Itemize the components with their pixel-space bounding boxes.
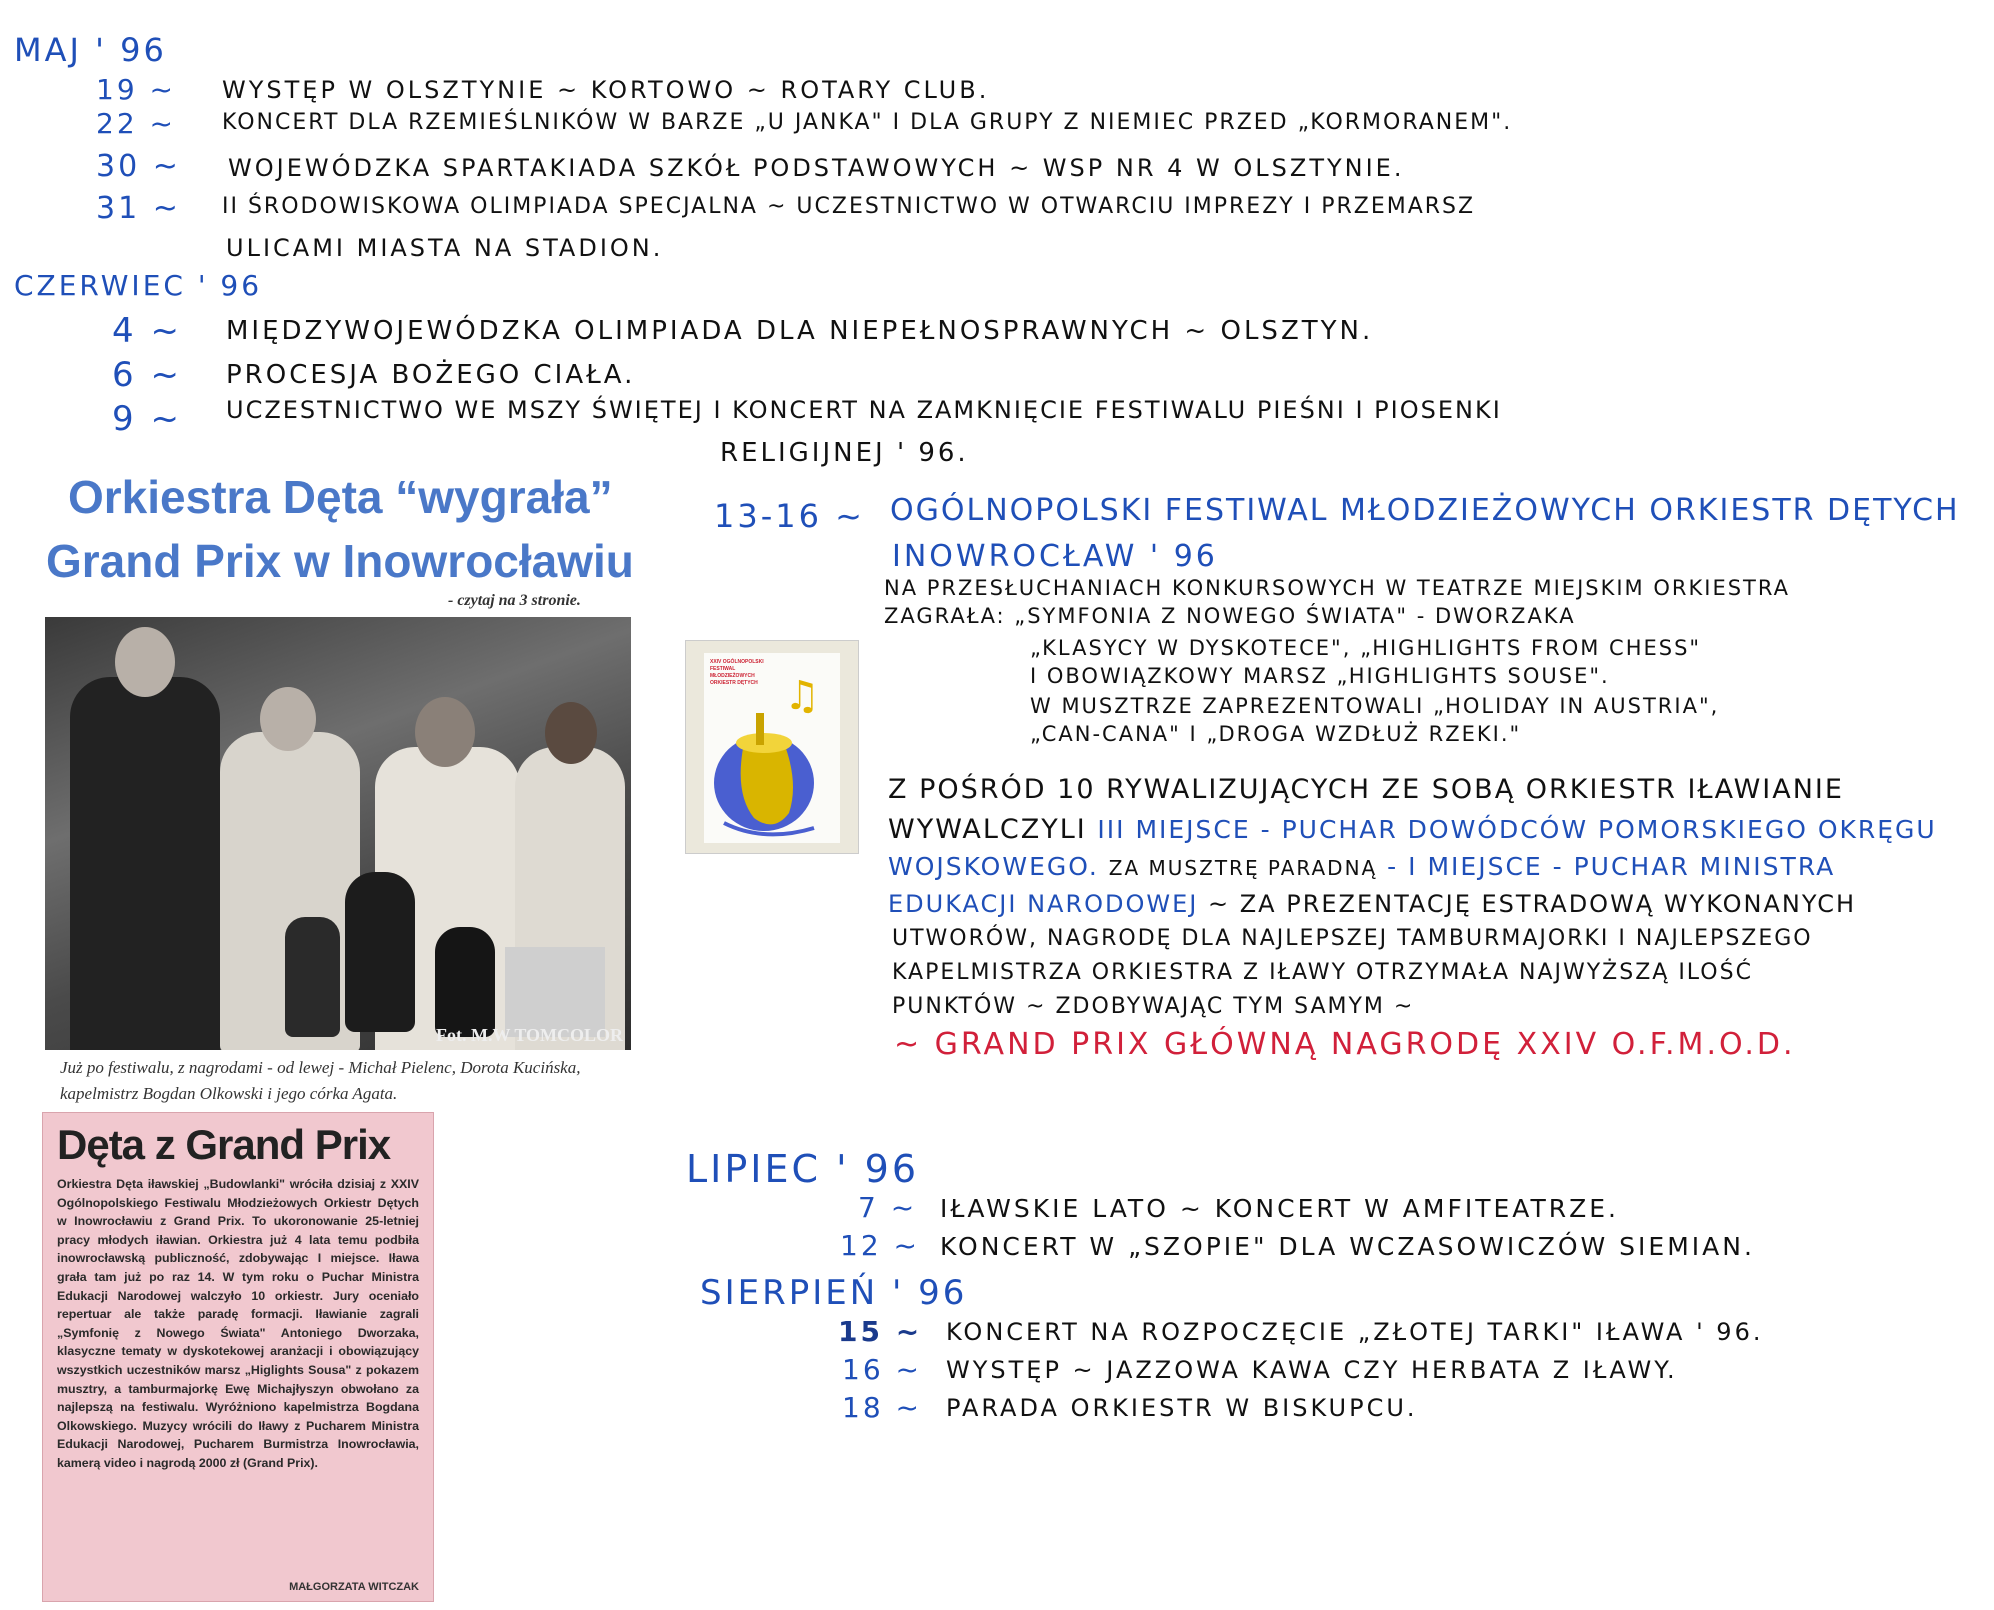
person-head: [545, 702, 597, 764]
festival-result: KAPELMISTRZA ORKIESTRA Z IŁAWY OTRZYMAŁA NAJWYŻSZĄ ILOŚĆ: [892, 960, 1753, 985]
festival-result-line: [888, 814, 1937, 845]
month-czerwiec: CZERWIEC ' 96: [14, 269, 263, 302]
entry-day: 16 ~: [842, 1353, 922, 1386]
entry-text: KONCERT NA ROZPOCZĘCIE „ZŁOTEJ TARKI" IŁAWA ' 96.: [946, 1318, 1764, 1346]
entry-text: KONCERT W „SZOPIE" DLA WCZASOWICZÓW SIEMIAN.: [940, 1232, 1755, 1261]
poster-inner: [704, 653, 840, 843]
trophy-vase: [435, 927, 495, 1037]
result-text-highlight: EDUKACJI NARODOWEJ: [888, 890, 1199, 918]
festival-desc: ZAGRAŁA: „SYMFONIA Z NOWEGO ŚWIATA" - DWORZAKA: [884, 604, 1576, 628]
trophy-box: [505, 947, 605, 1037]
entry-text: WYSTĘP ~ JAZZOWA KAWA CZY HERBATA Z IŁAWY.: [946, 1356, 1678, 1384]
person-head: [115, 627, 175, 697]
festival-result: UTWORÓW, NAGRODĘ DLA NAJLEPSZEJ TAMBURMAJORKI I NAJLEPSZEGO: [892, 926, 1813, 951]
month-sierpien: SIERPIEŃ ' 96: [700, 1273, 968, 1313]
month-lipiec: LIPIEC ' 96: [686, 1147, 920, 1191]
entry-day: 6 ~: [112, 355, 182, 395]
clipping-see-page: - czytaj na 3 stronie.: [448, 592, 581, 609]
entry-text: II ŚRODOWISKOWA OLIMPIADA SPECJALNA ~ UCZESTNICTWO W OTWARCIU IMPREZY I PRZEMARSZ: [222, 194, 1476, 219]
entry-text: PARADA ORKIESTR W BISKUPCU.: [946, 1394, 1418, 1422]
person-head: [260, 687, 316, 751]
result-text: ZA MUSZTRĘ PARADNĄ: [1108, 856, 1378, 880]
entry-text-cont: ULICAMI MIASTA NA STADION.: [226, 234, 664, 262]
result-text-highlight: - I MIEJSCE - PUCHAR MINISTRA: [1387, 852, 1836, 881]
clipping-photo: [45, 617, 631, 1050]
festival-desc: „CAN-CANA" I „DROGA WZDŁUŻ RZEKI.": [1030, 722, 1522, 746]
entry-day: 12 ~: [840, 1229, 920, 1262]
festival-title: OGÓLNOPOLSKI FESTIWAL MŁODZIEŻOWYCH ORKIESTR DĘTYCH: [890, 493, 1960, 528]
festival-result: Z POŚRÓD 10 RYWALIZUJĄCYCH ZE SOBĄ ORKIESTR IŁAWIANIE: [888, 774, 1844, 805]
month-maj: MAJ ' 96: [14, 31, 167, 69]
music-note-icon: ♫: [784, 673, 820, 719]
article-body: Orkiestra Dęta iławskiej „Budowlanki" wróciła dzisiaj z XXIV Ogólnopolskiego Festiwalu Młodzieżowych Orkiestr Dętych w Inowrocławiu z Grand Prix. To ukoronowanie 25-letniej pracy młodych iławian. Orkiestra już 4 lata temu podbiła inowrocławską publiczność, zdobywając I miejsce. Iława grała tam już po raz 14. W tym roku o Puchar Ministra Edukacji Narodowej walczyło 10 orkiestr. Jury oceniało repertuar ale także paradę formacji. Iławianie zagrali „Symfonię z Nowego Świata" Antoniego Dworzaka, klasyczne tematy w dyskotekowej aranżacji i obowiązujący wszystkich uczestników marsz „Higlights Sousa" z pokazem musztry, a tamburmajorkę Ewę Michajłyszyn obwołano za najlepszą na festiwalu. Wyróżniono kapelmistrza Bogdana Olkowskiego. Muzycy wrócili do Iławy z Pucharem Ministra Edukacji Narodowej, Pucharem Burmistrza Inowrocławia, kamerą video i nagrodą 2000 zł (Grand Prix).: [57, 1177, 419, 1470]
festival-days: 13-16 ~: [714, 497, 865, 535]
entry-day: 31 ~: [96, 191, 181, 226]
festival-result-line: [888, 890, 1856, 918]
trophy-vase: [345, 872, 415, 1032]
result-text-highlight: III MIEJSCE - PUCHAR DOWÓDCÓW POMORSKIEGO OKRĘGU: [1097, 815, 1937, 844]
entry-day: 22 ~: [96, 107, 176, 140]
clipping-headline-2: Grand Prix w Inowrocławiu: [46, 535, 634, 587]
festival-place: INOWROCŁAW ' 96: [892, 539, 1218, 574]
festival-desc: „KLASYCY W DYSKOTECE", „HIGHLIGHTS FROM CHESS": [1030, 636, 1702, 660]
result-text: ~ ZA PREZENTACJĘ ESTRADOWĄ WYKONANYCH: [1208, 890, 1857, 918]
entry-day: 15 ~: [838, 1315, 923, 1348]
entry-text: IŁAWSKIE LATO ~ KONCERT W AMFITEATRZE.: [940, 1194, 1619, 1223]
article-author: MAŁGORZATA WITCZAK: [289, 1581, 419, 1593]
entry-text: PROCESJA BOŻEGO CIAŁA.: [226, 360, 636, 390]
festival-result-line: [888, 852, 1835, 881]
clipping-headline-1: Orkiestra Dęta “wygrała”: [68, 471, 613, 523]
entry-text-cont: RELIGIJNEJ ' 96.: [720, 438, 969, 468]
person-head: [415, 697, 475, 767]
tuba-icon: [704, 703, 840, 843]
entry-day: 4 ~: [112, 311, 182, 351]
article-title: Dęta z Grand Prix: [57, 1121, 391, 1168]
photo-credit: Fot. M.W TOMCOLOR: [435, 1025, 623, 1045]
entry-text: KONCERT DLA RZEMIEŚLNIKÓW W BARZE „U JANKA" I DLA GRUPY Z NIEMIEC PRZED „KORMORANEM".: [222, 110, 1513, 135]
festival-desc: NA PRZESŁUCHANIACH KONKURSOWYCH W TEATRZE MIEJSKIM ORKIESTRA: [884, 576, 1790, 600]
photo-caption: Już po festiwalu, z nagrodami - od lewej - Michał Pielenc, Dorota Kucińska, kapelmistrz Bogdan Olkowski i jego córka Agata.: [60, 1058, 581, 1103]
trophy-vase: [285, 917, 340, 1037]
grand-prix: ~ GRAND PRIX GŁÓWNĄ NAGRODĘ XXIV O.F.M.O.D.: [894, 1027, 1796, 1062]
poster-text: XXIV OGÓLNOPOLSKI FESTIWAL MŁODZIEŻOWYCH ORKIESTR DĘTYCH: [710, 659, 764, 686]
entry-day: 30 ~: [96, 149, 181, 184]
entry-text: UCZESTNICTWO WE MSZY ŚWIĘTEJ I KONCERT NA ZAMKNIĘCIE FESTIWALU PIEŚNI I PIOSENKI: [226, 396, 1502, 424]
entry-day: 9 ~: [112, 399, 182, 439]
festival-desc: W MUSZTRZE ZAPREZENTOWALI „HOLIDAY IN AUSTRIA",: [1030, 694, 1720, 718]
entry-day: 7 ~: [858, 1191, 918, 1224]
entry-day: 18 ~: [842, 1391, 922, 1424]
clipping-article: [42, 1112, 434, 1602]
person-figure: [70, 677, 220, 1050]
festival-result: PUNKTÓW ~ ZDOBYWAJĄC TYM SAMYM ~: [892, 994, 1415, 1019]
result-text-highlight: WOJSKOWEGO.: [888, 852, 1099, 881]
entry-text: WOJEWÓDZKA SPARTAKIADA SZKÓŁ PODSTAWOWYCH ~ WSP NR 4 W OLSZTYNIE.: [228, 154, 1405, 182]
festival-desc: I OBOWIĄZKOWY MARSZ „HIGHLIGHTS SOUSE".: [1030, 664, 1610, 688]
entry-day: 19 ~: [96, 73, 176, 106]
festival-poster: [685, 640, 859, 854]
entry-text: MIĘDZYWOJEWÓDZKA OLIMPIADA DLA NIEPEŁNOSPRAWNYCH ~ OLSZTYN.: [226, 316, 1374, 346]
result-text: WYWALCZYLI: [888, 814, 1087, 845]
entry-text: WYSTĘP W OLSZTYNIE ~ KORTOWO ~ ROTARY CLUB.: [222, 76, 990, 104]
